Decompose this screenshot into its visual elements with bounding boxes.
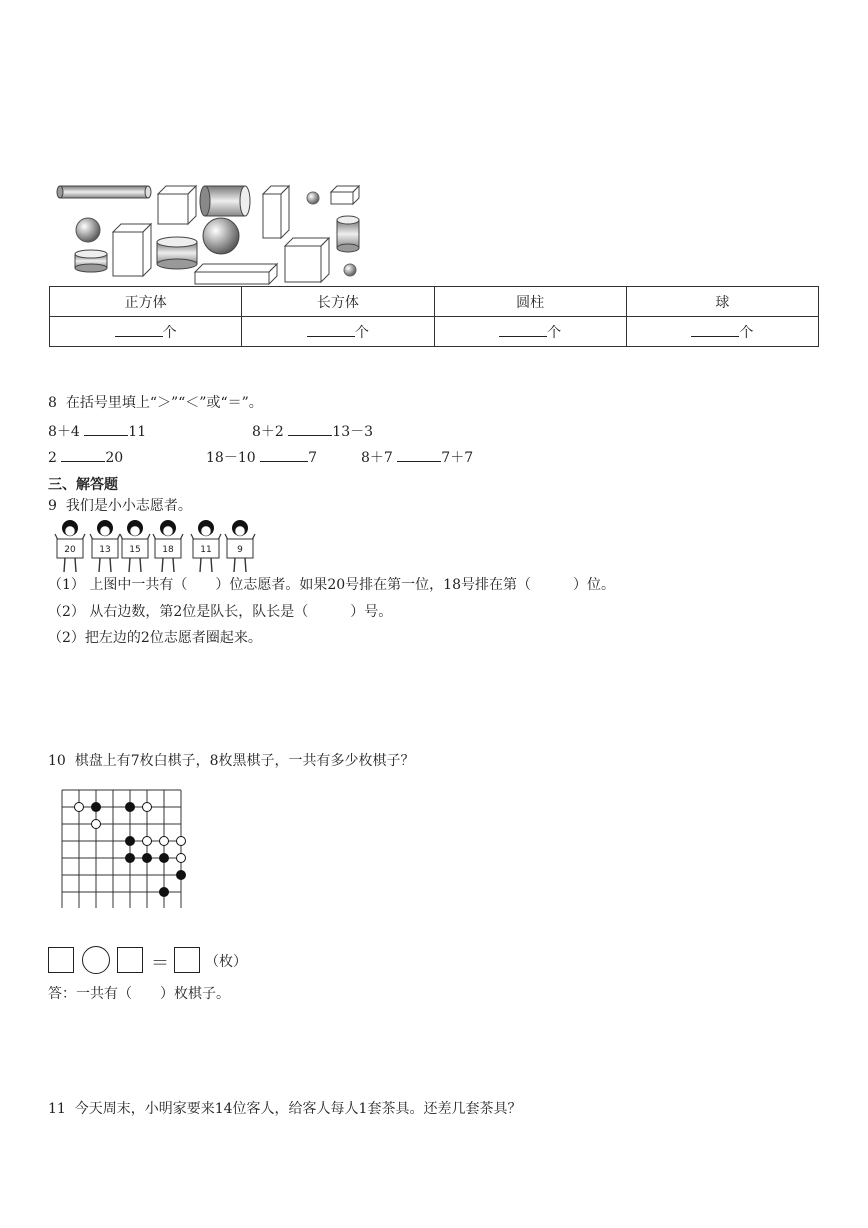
unit-label: （枚） <box>205 954 247 970</box>
answer-cell[interactable]: 个 <box>242 317 434 347</box>
answer-cell[interactable]: 个 <box>434 317 626 347</box>
volunteer-figure <box>120 520 150 572</box>
cylinder-shape <box>337 216 359 252</box>
q8-item: 18－10 7 <box>206 447 317 467</box>
black-stone <box>143 854 152 863</box>
table-header-row <box>50 287 819 317</box>
q8-item: 8＋7 7＋7 <box>361 447 473 467</box>
answer-box[interactable] <box>117 947 143 973</box>
long-cylinder-shape <box>57 186 151 198</box>
answer-blank[interactable] <box>397 447 441 462</box>
q8-prompt: 8 在括号里填上“＞”“＜”或“＝”。 <box>48 395 263 411</box>
cuboid-shape <box>263 186 289 238</box>
cuboid-shape <box>331 186 359 204</box>
volunteer-figure <box>225 520 255 572</box>
volunteer-figure <box>55 520 85 572</box>
volunteer-number: 11 <box>200 545 212 555</box>
volunteer-number: 13 <box>99 545 111 555</box>
ball-shape <box>344 264 356 276</box>
cylinder-shape <box>157 237 197 269</box>
header-cylinder: 圆柱 <box>434 287 626 317</box>
volunteer-number: 9 <box>237 545 243 555</box>
white-stone <box>177 854 186 863</box>
cube-shape <box>158 186 196 224</box>
q10-prompt: 10 棋盘上有7枚白棋子，8枚黑棋子，一共有多少枚棋子？ <box>48 753 415 769</box>
volunteers-illustration <box>50 518 262 574</box>
black-stone <box>92 803 101 812</box>
header-cuboid: 长方体 <box>242 287 434 317</box>
q8-item: 8＋2 13－3 <box>252 421 373 441</box>
q8-item: 2 20 <box>48 447 123 467</box>
section-heading: 三、解答题 <box>48 477 118 493</box>
answer-blank[interactable] <box>84 421 128 436</box>
ball-shape <box>203 218 239 254</box>
solid-shapes-figure <box>55 180 370 286</box>
answer-cell[interactable]: 个 <box>626 317 818 347</box>
white-stone <box>143 837 152 846</box>
question-number: 10 <box>48 753 66 769</box>
white-stone <box>92 820 101 829</box>
volunteer-number: 20 <box>64 545 76 555</box>
q8-item: 8＋4 11 <box>48 421 146 441</box>
q11-prompt: 11 今天周末，小明家要来14位客人，给客人每人1套茶具。还差几套茶具？ <box>48 1101 522 1117</box>
go-board-figure <box>58 786 188 908</box>
volunteer-number: 15 <box>129 545 141 555</box>
white-stone <box>160 837 169 846</box>
q10-answer: 答：一共有（ ）枚棋子。 <box>48 986 230 1002</box>
white-stone <box>143 803 152 812</box>
equals-sign: ＝ <box>151 953 169 974</box>
volunteer-number: 18 <box>162 545 174 555</box>
cube-shape <box>285 238 329 282</box>
shape-count-table <box>49 286 819 347</box>
volunteer-figure <box>90 520 120 572</box>
answer-blank[interactable] <box>61 447 105 462</box>
cuboid-shape <box>113 224 151 276</box>
answer-cell[interactable]: 个 <box>50 317 242 347</box>
cuboid-shape <box>195 264 277 284</box>
black-stone <box>160 888 169 897</box>
white-stone <box>75 803 84 812</box>
answer-blank[interactable] <box>288 421 332 436</box>
cylinder-shape <box>75 250 107 272</box>
question-number: 9 <box>48 498 57 514</box>
volunteer-figure <box>191 520 221 572</box>
black-stone <box>177 871 186 880</box>
ball-shape <box>307 192 319 204</box>
black-stone <box>126 837 135 846</box>
equation-row <box>48 945 268 975</box>
table-answer-row <box>50 317 819 347</box>
black-stone <box>126 803 135 812</box>
black-stone <box>126 854 135 863</box>
volunteer-figure <box>153 520 183 572</box>
q9-sub3: （2）把左边的2位志愿者圈起来。 <box>48 630 262 646</box>
header-cube: 正方体 <box>50 287 242 317</box>
ball-shape <box>76 218 100 242</box>
answer-box[interactable] <box>174 947 200 973</box>
answer-box[interactable] <box>48 947 74 973</box>
white-stone <box>177 837 186 846</box>
question-number: 8 <box>48 395 57 411</box>
q9-sub1: （1） 上图中一共有（ ）位志愿者。如果20号排在第一位，18号排在第（ ）位。 <box>48 577 615 593</box>
answer-blank[interactable] <box>260 447 308 462</box>
header-ball: 球 <box>626 287 818 317</box>
q9-sub2: （2） 从右边数，第2位是队长，队长是（ ）号。 <box>48 604 393 620</box>
operator-circle[interactable] <box>82 946 110 974</box>
black-stone <box>160 854 169 863</box>
q9-prompt: 9 我们是小小志愿者。 <box>48 498 192 514</box>
cylinder-shape <box>200 186 250 216</box>
question-number: 11 <box>48 1101 66 1117</box>
